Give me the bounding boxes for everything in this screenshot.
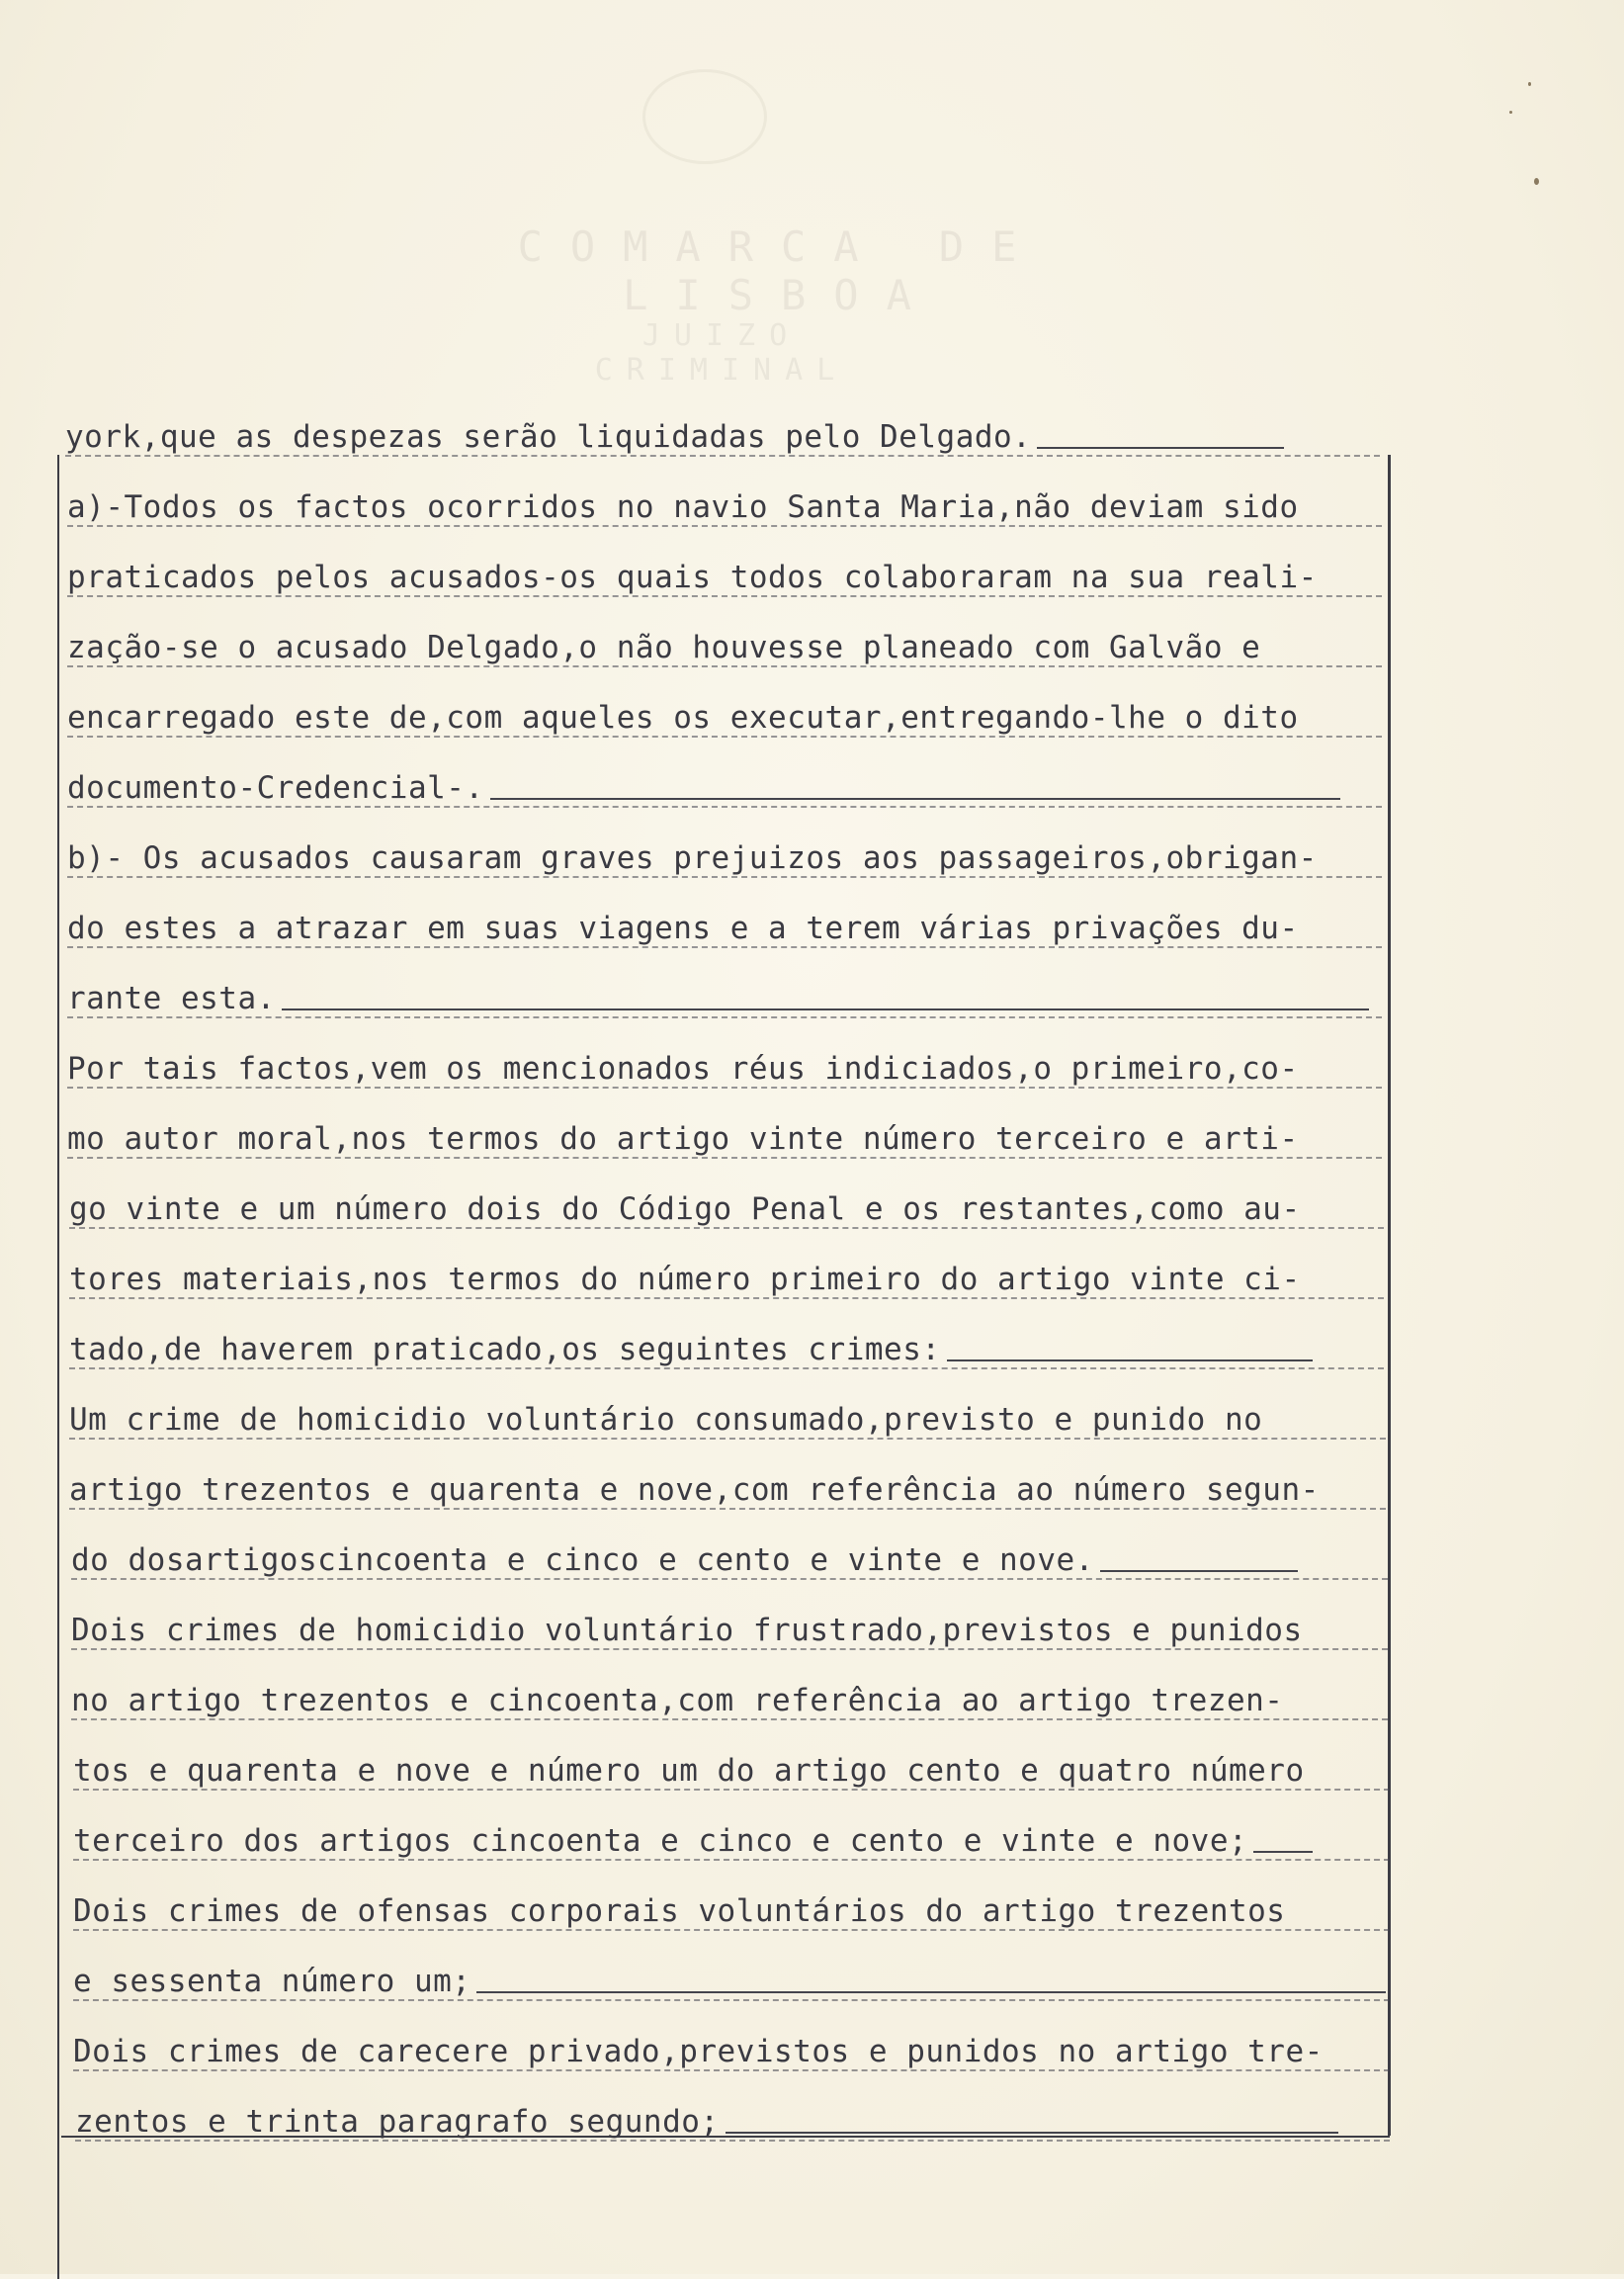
text-line: Dois crimes de homicidio voluntário frustrado,previstos e punidos [71, 1611, 1388, 1650]
text-line: artigo trezentos e quarenta e nove,com referência ao número segun- [69, 1470, 1386, 1510]
text-line: encarregado este de,com aqueles os executar,entregando-lhe o dito [67, 698, 1382, 738]
text-line: Por tais factos,vem os mencionados réus indiciados,o primeiro,co- [67, 1049, 1382, 1089]
text-line: a)-Todos os factos ocorridos no navio Santa Maria,não deviam sido [67, 487, 1382, 527]
text-line: documento-Credencial-. [67, 768, 1382, 808]
text-line: terceiro dos artigos cincoenta e cinco e cento e vinte e nove; [73, 1821, 1390, 1861]
text-line: Dois crimes de ofensas corporais voluntários do artigo trezentos [73, 1891, 1390, 1931]
text-line: zação-se o acusado Delgado,o não houvesse planeado com Galvão e [67, 628, 1382, 667]
text-line: mo autor moral,nos termos do artigo vinte número terceiro e arti- [67, 1119, 1382, 1159]
letterhead-title-show-through: COMARCA DE LISBOA [517, 222, 1045, 319]
text-line: b)- Os acusados causaram graves prejuizos aos passageiros,obrigan- [67, 838, 1382, 878]
text-line: do dosartigoscincoenta e cinco e cento e vinte e nove. [71, 1540, 1388, 1580]
text-line: no artigo trezentos e cincoenta,com referência ao artigo trezen- [71, 1681, 1388, 1720]
text-line: tores materiais,nos termos do número primeiro do artigo vinte ci- [69, 1260, 1384, 1299]
text-line: praticados pelos acusados-os quais todos colaboraram na sua reali- [67, 558, 1382, 597]
text-line: tado,de haverem praticado,os seguintes crimes: [69, 1330, 1384, 1369]
text-line: go vinte e um número dois do Código Penal e os restantes,como au- [69, 1189, 1384, 1229]
text-line: do estes a atrazar em suas viagens e a terem várias privações du- [67, 909, 1382, 948]
text-line: rante esta. [67, 979, 1382, 1018]
text-line: e sessenta número um; [73, 1962, 1390, 2001]
text-line: Dois crimes de carecere privado,previstos e punidos no artigo tre- [73, 2032, 1390, 2071]
text-line: york,que as despezas serão liquidadas pelo Delgado. [65, 417, 1380, 457]
text-line: zentos e trinta paragrafo segundo; [75, 2102, 1390, 2142]
letterhead-subtitle-show-through: JUIZO CRIMINAL [594, 318, 849, 388]
text-line: tos e quarenta e nove e número um do artigo cento e quatro número [73, 1751, 1390, 1791]
text-line: Um crime de homicidio voluntário consumado,previsto e punido no [69, 1400, 1386, 1440]
